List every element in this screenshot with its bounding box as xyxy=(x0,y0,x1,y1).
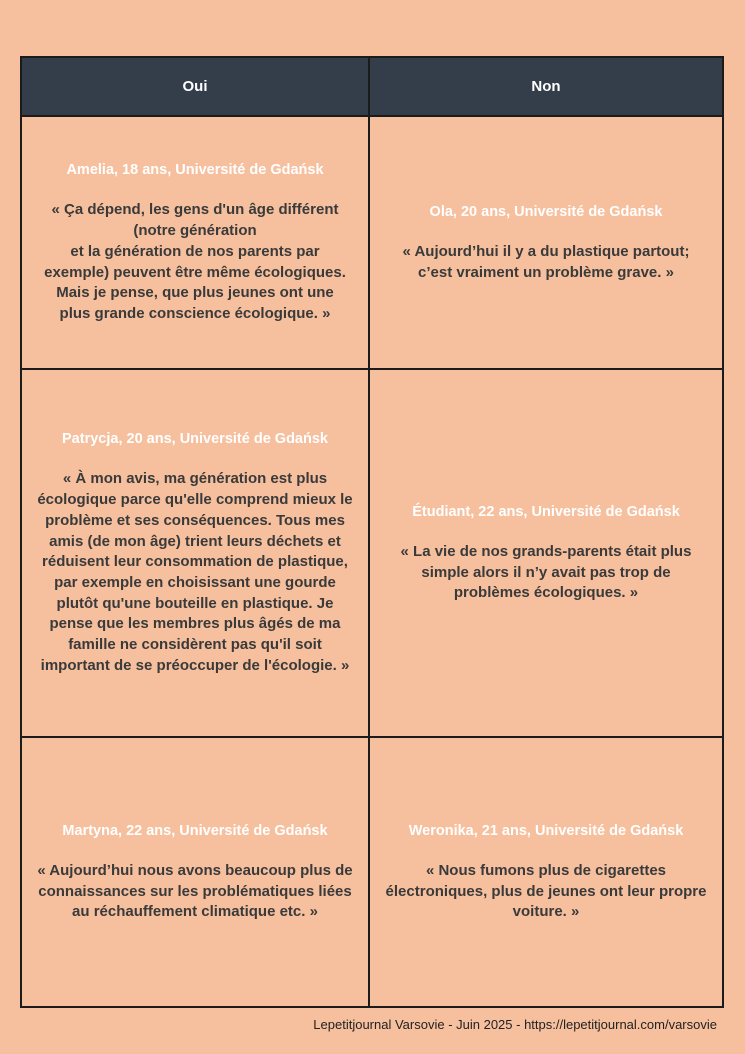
testimonial-author: Martyna, 22 ans, Université de Gdańsk xyxy=(62,822,328,839)
testimonial-cell-no-2 xyxy=(370,370,722,738)
survey-table xyxy=(20,56,724,1008)
testimonial-author: Amelia, 18 ans, Université de Gdańsk xyxy=(66,162,324,179)
column-header-no: Non xyxy=(370,58,722,117)
testimonial-author: Weronika, 21 ans, Université de Gdańsk xyxy=(408,822,684,839)
testimonial-quote: « Aujourd’hui il y a du plastique partout; c’est vraiment un problème grave. » xyxy=(402,242,690,281)
testimonial-quote: « Nous fumons plus de cigarettes électroniques, plus de jeunes ont leur propre voiture. » xyxy=(385,861,707,921)
testimonial-quote: « À mon avis, ma génération est plus écologique parce qu'elle comprend mieux le problème et ses conséquences. Tous mes amis (de mon âge) trient leurs déchets et réduisent leur consommation de plastique, par exemple en choisissant une gourde plutôt qu'une bouteille en plastique. Je pense que les membres plus âgés de ma famille ne considèrent pas qu'il soit important de se préoccuper de l'écologie. » xyxy=(37,470,353,674)
testimonial-cell-yes-3 xyxy=(22,738,370,1006)
testimonial-author: Ola, 20 ans, Université de Gdańsk xyxy=(429,203,663,220)
testimonial-quote: « Ça dépend, les gens d'un âge différent (notre génération et la génération de nos parents par exemple) peuvent être même écologiques. Mais je pense, que plus jeunes ont une plus grande conscience écologique. » xyxy=(44,201,346,322)
testimonial-cell-no-1 xyxy=(370,117,722,370)
testimonial-cell-yes-1 xyxy=(22,117,370,370)
testimonial-author: Étudiant, 22 ans, Université de Gdańsk xyxy=(412,503,680,520)
testimonial-quote: « La vie de nos grands-parents était plus simple alors il n’y avait pas trop de problèmes écologiques. » xyxy=(400,542,692,602)
testimonial-cell-no-3 xyxy=(370,738,722,1006)
footer-credit: Lepetitjournal Varsovie - Juin 2025 - https://lepetitjournal.com/varsovie xyxy=(313,1017,717,1032)
column-header-yes: Oui xyxy=(22,58,370,117)
testimonial-cell-yes-2 xyxy=(22,370,370,738)
testimonial-author: Patrycja, 20 ans, Université de Gdańsk xyxy=(62,431,328,448)
testimonial-quote: « Aujourd’hui nous avons beaucoup plus de connaissances sur les problématiques liées au réchauffement climatique etc. » xyxy=(37,861,353,921)
